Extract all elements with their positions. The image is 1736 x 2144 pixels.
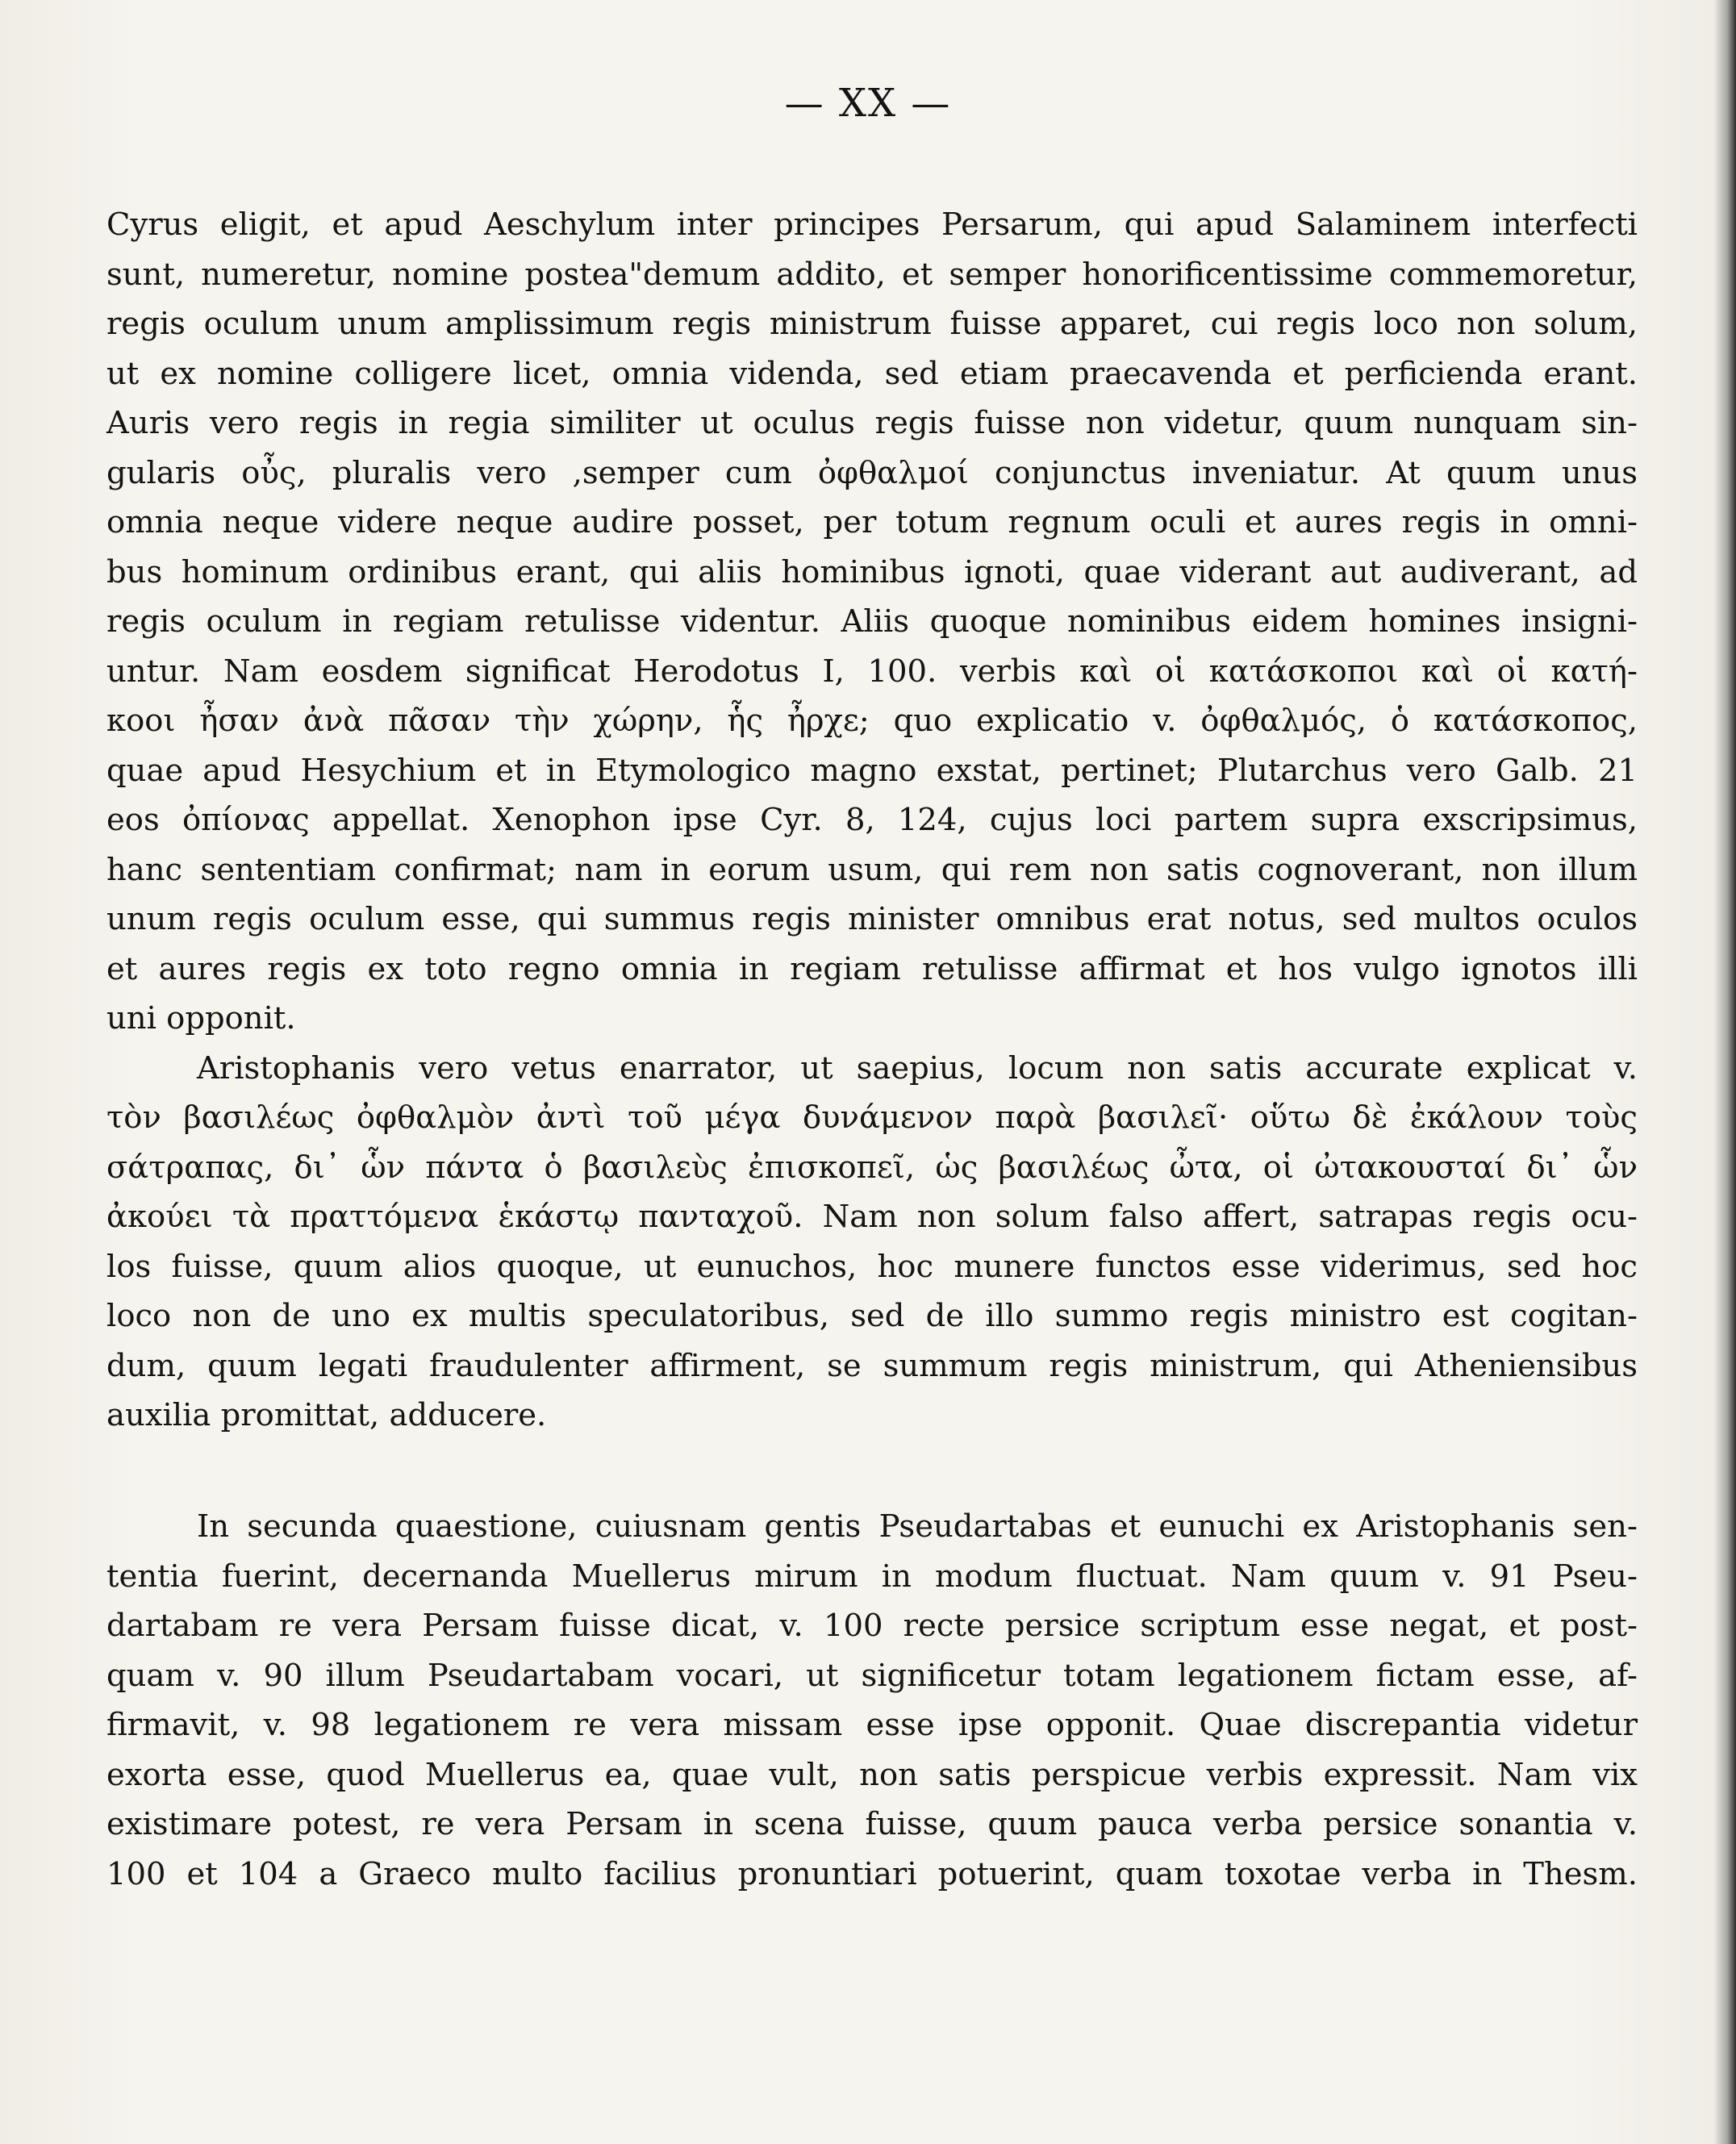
text-line: exorta esse, quod Muellerus ea, quae vult, non satis perspicue verbis expressit. Nam vix bbox=[106, 1756, 1638, 1793]
text-line: regis oculum in regiam retulisse videntur. Aliis quoque nominibus eidem homines insigni- bbox=[106, 603, 1638, 640]
text-line: quam v. 90 illum Pseudartabam vocari, ut significetur totam legationem fictam esse, af- bbox=[106, 1657, 1638, 1694]
text-line: unum regis oculum esse, qui summus regis minister omnibus erat notus, sed multos oculos bbox=[106, 901, 1638, 937]
text-line: In secunda quaestione, cuiusnam gentis Pseudartabas et eunuchi ex Aristophanis sen- bbox=[197, 1508, 1638, 1545]
text-line: τὸν βασιλέως ὀφθαλμὸν ἀντὶ τοῦ μέγα δυνάμενον παρὰ βασιλεῖ· οὕτω δὲ ἐκάλουν τοὺς bbox=[106, 1099, 1638, 1136]
paragraph-block-2 bbox=[106, 1502, 1638, 1899]
text-line: dum, quum legati fraudulenter affirment, se summum regis ministrum, qui Atheniensibus bbox=[106, 1347, 1638, 1384]
text-line: ut ex nomine colligere licet, omnia videnda, sed etiam praecavenda et perficienda erant. bbox=[106, 355, 1638, 392]
text-line: Cyrus eligit, et apud Aeschylum inter principes Persarum, qui apud Salaminem interfecti bbox=[106, 206, 1638, 243]
text-line: existimare potest, re vera Persam in scena fuisse, quum pauca verba persice sonantia v. bbox=[106, 1806, 1638, 1842]
page-number-header: — XX — bbox=[784, 81, 952, 126]
text-line: firmavit, v. 98 legationem re vera missam esse ipse opponit. Quae discrepantia videtur bbox=[106, 1707, 1638, 1743]
text-line: gularis οὖς, pluralis vero ,semper cum ὀφθαλμοί conjunctus inveniatur. At quum unus bbox=[106, 454, 1638, 491]
text-line: Aristophanis vero vetus enarrator, ut saepius, locum non satis accurate explicat v. bbox=[197, 1049, 1638, 1087]
paragraph-block-1 bbox=[106, 200, 1638, 1441]
text-line: et aures regis ex toto regno omnia in regiam retulisse affirmat et hos vulgo ignotos illi bbox=[106, 950, 1638, 987]
text-line: bus hominum ordinibus erant, qui aliis hominibus ignoti, quae viderant aut audiverant, ad bbox=[106, 553, 1638, 590]
text-line: hanc sententiam confirmat; nam in eorum usum, qui rem non satis cognoverant, non illum bbox=[106, 851, 1638, 888]
text-line: regis oculum unum amplissimum regis ministrum fuisse apparet, cui regis loco non solum, bbox=[106, 306, 1638, 342]
text-line: sunt, numeretur, nomine postea"demum addito, et semper honorificentissime commemoretur, bbox=[106, 256, 1638, 293]
text-line: loco non de uno ex multis speculatoribus, sed de illo summo regis ministro est cogitan- bbox=[106, 1298, 1638, 1334]
text-line: omnia neque videre neque audire posset, per totum regnum oculi et aures regis in omni- bbox=[106, 504, 1638, 540]
text-line: dartabam re vera Persam fuisse dicat, v. 100 recte persice scriptum esse negat, et post- bbox=[106, 1608, 1638, 1644]
text-line: 100 et 104 a Graeco multo facilius pronuntiari potuerint, quam toxotae verba in Thesm. bbox=[106, 1855, 1638, 1892]
page-edge-shadow bbox=[1713, 0, 1736, 2144]
text-line: σάτραπας, δι᾽ ὧν πάντα ὁ βασιλεὺς ἐπισκοπεῖ, ὡς βασιλέως ὦτα, οἱ ὠτακουσταί δι᾽ ὧν bbox=[106, 1149, 1638, 1186]
text-line: los fuisse, quum alios quoque, ut eunuchos, hoc munere functos esse viderimus, sed hoc bbox=[106, 1248, 1638, 1285]
text-line: tentia fuerint, decernanda Muellerus mirum in modum fluctuat. Nam quum v. 91 Pseu- bbox=[106, 1558, 1638, 1595]
text-line: κοοι ἦσαν ἀνὰ πᾶσαν τὴν χώρην, ἧς ἦρχε; quo explicatio v. ὀφθαλμός, ὁ κατάσκοπος, bbox=[106, 703, 1638, 739]
text-line: ἀκούει τὰ πραττόμενα ἑκάστῳ πανταχοῦ. Nam non solum falso affert, satrapas regis ocu- bbox=[106, 1199, 1638, 1235]
text-line: eos ὀπίονας appellat. Xenophon ipse Cyr. 8, 124, cujus loci partem supra exscripsimus, bbox=[106, 802, 1638, 838]
text-line: untur. Nam eosdem significat Herodotus I, 100. verbis καὶ οἱ κατάσκοποι καὶ οἱ κατή- bbox=[106, 653, 1638, 690]
text-line: auxilia promittat, adducere. bbox=[106, 1397, 547, 1433]
text-line: quae apud Hesychium et in Etymologico magno exstat, pertinet; Plutarchus vero Galb. 21 bbox=[106, 752, 1638, 789]
text-line: Auris vero regis in regia similiter ut oculus regis fuisse non videtur, quum nunquam sin- bbox=[106, 405, 1638, 441]
text-line: uni opponit. bbox=[106, 1000, 296, 1037]
